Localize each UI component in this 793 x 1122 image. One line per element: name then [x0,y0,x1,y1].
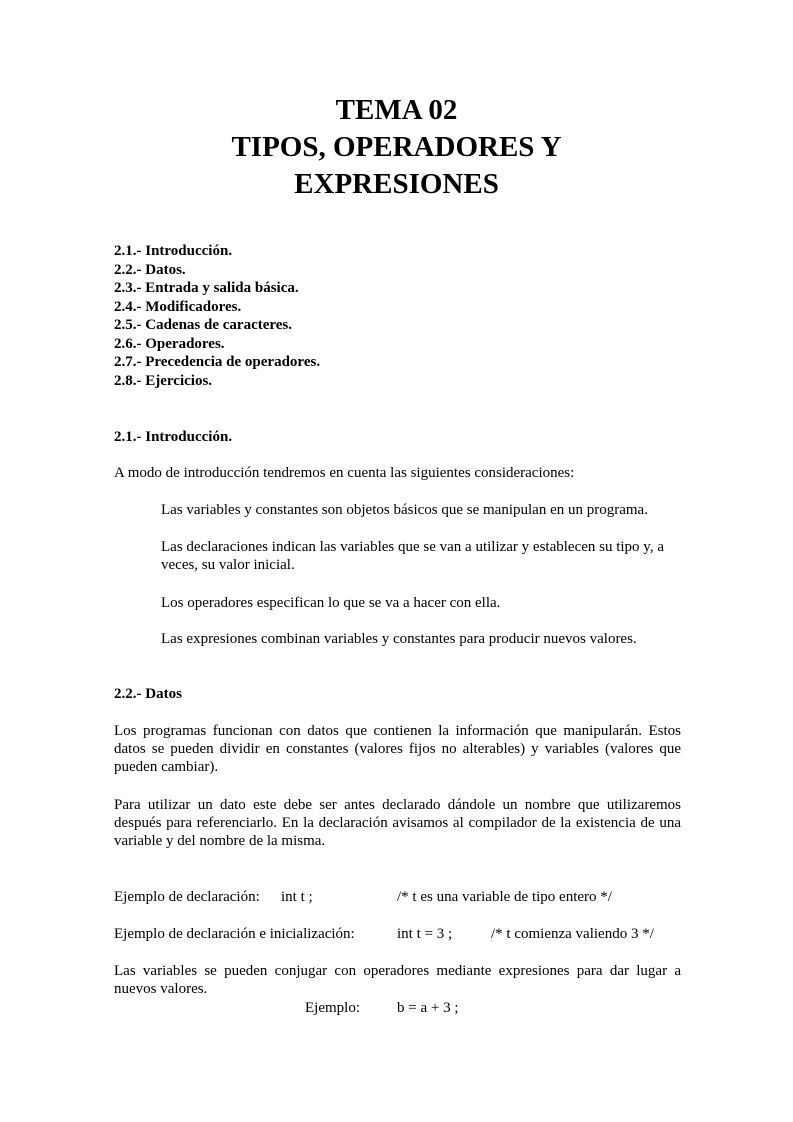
toc-item: 2.6.- Operadores. [114,335,225,352]
toc-item: 2.5.- Cadenas de caracteres. [114,317,293,333]
table-of-contents [114,242,320,390]
title-line-2: TIPOS, OPERADORES Y [231,131,562,163]
example-3-label: Ejemplo: [305,1000,360,1016]
data-paragraph-3: Las variables se pueden conjugar con operadores mediante expresiones para dar lugar a nuevos valores. [114,963,681,997]
section-heading-data: 2.2.- Datos [114,686,182,702]
toc-item: 2.2.- Datos. [114,261,186,278]
intro-item: Los operadores especifican lo que se va a hacer con ella. [161,595,501,611]
document-title [0,92,793,203]
intro-item: Las expresiones combinan variables y constantes para producir nuevos valores. [161,631,637,647]
section-heading-intro: 2.1.- Introducción. [114,429,233,445]
toc-item: 2.4.- Modificadores. [114,298,242,315]
toc-item: 2.3.- Entrada y salida básica. [114,280,299,296]
intro-lead-paragraph: A modo de introducción tendremos en cuenta las siguientes consideraciones: [114,465,575,481]
data-paragraph-2: Para utilizar un dato este debe ser antes declarado dándole un nombre que utilizaremos después para referenciarlo. En la declaración avisamos al compilador de la existencia de una variable y del nombre de la misma. [114,797,681,849]
title-line-1: TEMA 02 [335,94,458,126]
title-line-3: EXPRESIONES [294,168,499,200]
data-paragraph-1: Los programas funcionan con datos que contienen la información que manipularán. Estos datos se pueden dividir en constantes (valores fijos no alterables) y variables (valores que pueden cambiar). [114,723,681,775]
toc-item: 2.8.- Ejercicios. [114,372,213,389]
intro-item: Las declaraciones indican las variables que se van a utilizar y establecen su tipo y, a veces, su valor inicial. [161,539,664,573]
example-2-comment: /* t comienza valiendo 3 */ [491,926,654,942]
toc-item: 2.7.- Precedencia de operadores. [114,354,321,370]
example-2-label: Ejemplo de declaración e inicialización: [114,926,355,942]
example-1-label: Ejemplo de declaración: [114,889,260,905]
example-1-code: int t ; [281,889,313,905]
toc-item: 2.1.- Introducción. [114,243,233,259]
example-2-code: int t = 3 ; [397,926,453,942]
intro-item: Las variables y constantes son objetos básicos que se manipulan en un programa. [161,502,648,518]
example-1-comment: /* t es una variable de tipo entero */ [397,889,612,905]
example-3-code: b = a + 3 ; [397,1000,459,1016]
